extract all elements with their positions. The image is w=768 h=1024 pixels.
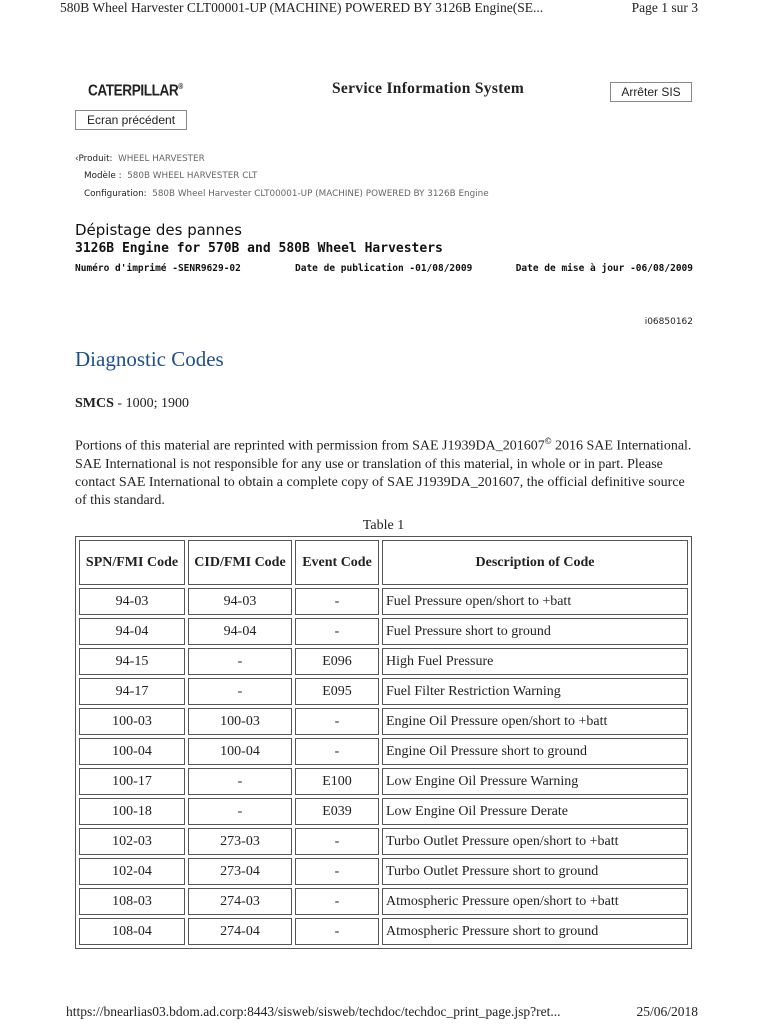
back-arrow-icon[interactable]: ‹ bbox=[75, 154, 79, 164]
description-cell: Turbo Outlet Pressure short to ground bbox=[382, 858, 688, 885]
cid-fmi-cell: 274-04 bbox=[188, 918, 292, 945]
config-label: Configuration: bbox=[84, 189, 147, 199]
copyright-paragraph bbox=[75, 432, 695, 510]
header-spn-fmi: SPN/FMI Code bbox=[79, 540, 185, 585]
event-code-cell: E095 bbox=[295, 678, 379, 705]
table-row bbox=[79, 678, 688, 705]
cid-fmi-cell: 100-04 bbox=[188, 738, 292, 765]
spn-fmi-cell: 94-15 bbox=[79, 648, 185, 675]
print-footer-url: https://bnearlias03.bdom.ad.corp:8443/sisweb/sisweb/techdoc/techdoc_print_page.jsp?ret... bbox=[66, 1004, 561, 1019]
event-code-cell: - bbox=[295, 858, 379, 885]
paragraph-text-start: Portions of this material are reprinted with permission from SAE J1939DA_201607 bbox=[75, 438, 545, 454]
logo-mark: ® bbox=[178, 82, 183, 91]
cid-fmi-cell: - bbox=[188, 768, 292, 795]
spn-fmi-cell: 108-03 bbox=[79, 888, 185, 915]
description-cell: Atmospheric Pressure short to ground bbox=[382, 918, 688, 945]
description-cell: Fuel Pressure open/short to +batt bbox=[382, 588, 688, 615]
print-number: Numéro d'imprimé -SENR9629-02 bbox=[75, 263, 241, 274]
paragraph-text-end: 2016 SAE International. SAE International is not responsible for any use or translation of this material, in whole or in part. Please contact SAE International to obtain a complete copy of SAE J1939DA_201607, the official definitive source of this standard. bbox=[75, 438, 692, 508]
product-line bbox=[75, 154, 205, 164]
cid-fmi-cell: 94-03 bbox=[188, 588, 292, 615]
description-cell: Engine Oil Pressure short to ground bbox=[382, 738, 688, 765]
smcs-value: - 1000; 1900 bbox=[113, 396, 189, 411]
document-subtitle: 3126B Engine for 570B and 580B Wheel Harvesters bbox=[75, 241, 443, 256]
cid-fmi-cell: 94-04 bbox=[188, 618, 292, 645]
cid-fmi-cell: - bbox=[188, 678, 292, 705]
config-value: 580B Wheel Harvester CLT00001-UP (MACHINE) POWERED BY 3126B Engine bbox=[152, 189, 489, 199]
table-row bbox=[79, 708, 688, 735]
table-row bbox=[79, 738, 688, 765]
description-cell: Fuel Pressure short to ground bbox=[382, 618, 688, 645]
cid-fmi-cell: - bbox=[188, 798, 292, 825]
table-row bbox=[79, 588, 688, 615]
table-row bbox=[79, 888, 688, 915]
event-code-cell: E100 bbox=[295, 768, 379, 795]
event-code-cell: - bbox=[295, 588, 379, 615]
event-code-cell: - bbox=[295, 618, 379, 645]
table-row bbox=[79, 918, 688, 945]
spn-fmi-cell: 100-18 bbox=[79, 798, 185, 825]
spn-fmi-cell: 94-03 bbox=[79, 588, 185, 615]
table-row bbox=[79, 648, 688, 675]
print-header-page: Page 1 sur 3 bbox=[631, 0, 698, 15]
header-cid-fmi: CID/FMI Code bbox=[188, 540, 292, 585]
spn-fmi-cell: 102-03 bbox=[79, 828, 185, 855]
description-cell: High Fuel Pressure bbox=[382, 648, 688, 675]
model-line bbox=[84, 171, 257, 181]
previous-screen-button[interactable]: Ecran précédent bbox=[75, 110, 187, 130]
model-label: Modèle : bbox=[84, 171, 122, 181]
description-cell: Fuel Filter Restriction Warning bbox=[382, 678, 688, 705]
print-footer bbox=[66, 1004, 698, 1020]
event-code-cell: E096 bbox=[295, 648, 379, 675]
smcs-label: SMCS bbox=[75, 396, 114, 411]
config-line bbox=[84, 189, 489, 199]
event-code-cell: E039 bbox=[295, 798, 379, 825]
stop-sis-button[interactable]: Arrêter SIS bbox=[610, 82, 692, 102]
cid-fmi-cell: 100-03 bbox=[188, 708, 292, 735]
header-event-code: Event Code bbox=[295, 540, 379, 585]
table-row bbox=[79, 828, 688, 855]
cid-fmi-cell: 273-04 bbox=[188, 858, 292, 885]
print-header bbox=[60, 0, 698, 18]
publication-date: Date de publication -01/08/2009 bbox=[295, 263, 473, 274]
copyright-mark: © bbox=[544, 436, 552, 446]
description-cell: Atmospheric Pressure open/short to +batt bbox=[382, 888, 688, 915]
product-value: WHEEL HARVESTER bbox=[118, 154, 205, 164]
table-caption: Table 1 bbox=[362, 518, 405, 533]
description-cell: Low Engine Oil Pressure Warning bbox=[382, 768, 688, 795]
description-cell: Engine Oil Pressure open/short to +batt bbox=[382, 708, 688, 735]
spn-fmi-cell: 108-04 bbox=[79, 918, 185, 945]
logo-text: CATERPILLAR bbox=[88, 82, 179, 100]
event-code-cell: - bbox=[295, 738, 379, 765]
event-code-cell: - bbox=[295, 918, 379, 945]
app-title: Service Information System bbox=[332, 80, 525, 97]
spn-fmi-cell: 100-03 bbox=[79, 708, 185, 735]
description-cell: Low Engine Oil Pressure Derate bbox=[382, 798, 688, 825]
smcs-line bbox=[75, 396, 189, 412]
diagnostic-codes-table bbox=[75, 536, 692, 949]
table-row bbox=[79, 798, 688, 825]
cid-fmi-cell: 274-03 bbox=[188, 888, 292, 915]
document-id: i06850162 bbox=[644, 317, 693, 327]
caterpillar-logo bbox=[88, 82, 183, 100]
print-header-title: 580B Wheel Harvester CLT00001-UP (MACHINE) POWERED BY 3126B Engine(SE... bbox=[60, 0, 544, 15]
model-value: 580B WHEEL HARVESTER CLT bbox=[127, 171, 258, 181]
header-description: Description of Code bbox=[382, 540, 688, 585]
print-footer-date: 25/06/2018 bbox=[636, 1004, 698, 1019]
table-row bbox=[79, 858, 688, 885]
section-title: Diagnostic Codes bbox=[75, 347, 224, 371]
spn-fmi-cell: 100-17 bbox=[79, 768, 185, 795]
spn-fmi-cell: 102-04 bbox=[79, 858, 185, 885]
table-row bbox=[79, 768, 688, 795]
cid-fmi-cell: - bbox=[188, 648, 292, 675]
event-code-cell: - bbox=[295, 888, 379, 915]
spn-fmi-cell: 94-04 bbox=[79, 618, 185, 645]
spn-fmi-cell: 94-17 bbox=[79, 678, 185, 705]
table-row bbox=[79, 618, 688, 645]
cid-fmi-cell: 273-03 bbox=[188, 828, 292, 855]
event-code-cell: - bbox=[295, 828, 379, 855]
product-label[interactable]: Produit: bbox=[78, 154, 113, 164]
update-date: Date de mise à jour -06/08/2009 bbox=[515, 263, 693, 274]
table-header-row bbox=[79, 540, 688, 585]
event-code-cell: - bbox=[295, 708, 379, 735]
spn-fmi-cell: 100-04 bbox=[79, 738, 185, 765]
description-cell: Turbo Outlet Pressure open/short to +batt bbox=[382, 828, 688, 855]
document-type: Dépistage des pannes bbox=[75, 221, 242, 239]
